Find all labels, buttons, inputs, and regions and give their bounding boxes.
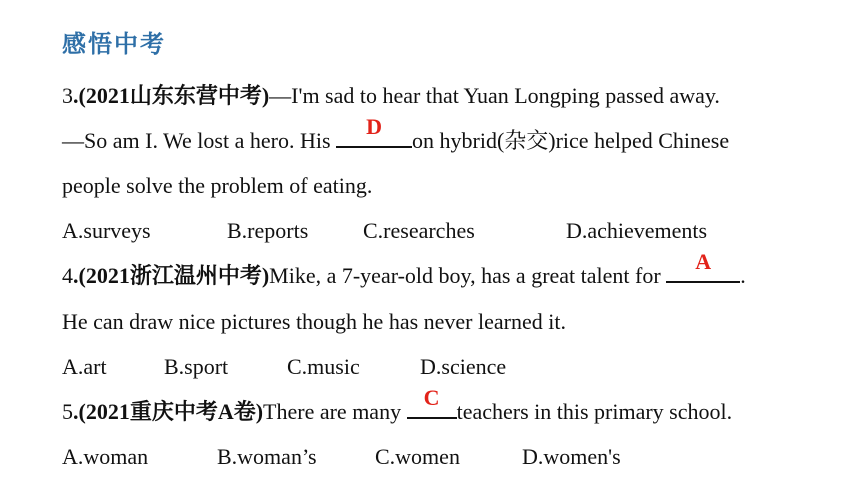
question-5-number: 5 xyxy=(62,399,73,424)
section-heading: 感悟中考 xyxy=(62,29,166,58)
option-c: C.researches xyxy=(363,218,475,243)
answer-blank xyxy=(666,249,740,283)
question-3-line-3: people solve the problem of eating. xyxy=(62,173,373,198)
question-3-line-2 xyxy=(62,114,730,156)
question-4-line-1 xyxy=(62,249,746,291)
question-3-text-after-blank: on hybrid(杂交)rice helped Chinese xyxy=(412,128,730,153)
question-4-text-end: . xyxy=(740,263,746,288)
question-4-source: .(2021浙江温州中考) xyxy=(73,263,270,288)
option-a: A.woman xyxy=(62,444,149,469)
option-d: D.science xyxy=(420,354,507,379)
option-b: B.woman’s xyxy=(217,444,317,469)
option-a: A.surveys xyxy=(62,218,151,243)
answer-letter: C xyxy=(423,385,440,410)
question-4-text: Mike, a 7-year-old boy, has a great talent for xyxy=(269,263,667,288)
answer-blank xyxy=(407,385,457,419)
question-3-line-1 xyxy=(62,81,720,111)
option-d: D.women's xyxy=(522,444,621,469)
question-5-text: There are many xyxy=(263,399,407,424)
option-b: B.reports xyxy=(227,218,309,243)
question-3-number: 3 xyxy=(62,83,73,108)
option-b: B.sport xyxy=(164,354,229,379)
answer-blank xyxy=(336,114,412,148)
option-a: A.art xyxy=(62,354,107,379)
question-3-source: .(2021山东东营中考) xyxy=(73,83,270,108)
question-3-text-before-blank: —So am I. We lost a hero. His xyxy=(62,128,337,153)
option-c: C.women xyxy=(375,444,460,469)
question-4-number: 4 xyxy=(62,263,73,288)
question-3-text: —I'm sad to hear that Yuan Longping passed away. xyxy=(269,83,720,108)
answer-letter: D xyxy=(366,114,382,139)
answer-letter: A xyxy=(695,249,712,274)
question-5-line-1 xyxy=(62,385,733,427)
option-c: C.music xyxy=(287,354,360,379)
question-4-line-2: He can draw nice pictures though he has never learned it. xyxy=(62,309,566,334)
question-5-text-end: teachers in this primary school. xyxy=(456,399,733,424)
option-d: D.achievements xyxy=(566,218,708,243)
question-5-source: .(2021重庆中考A卷) xyxy=(73,399,264,424)
